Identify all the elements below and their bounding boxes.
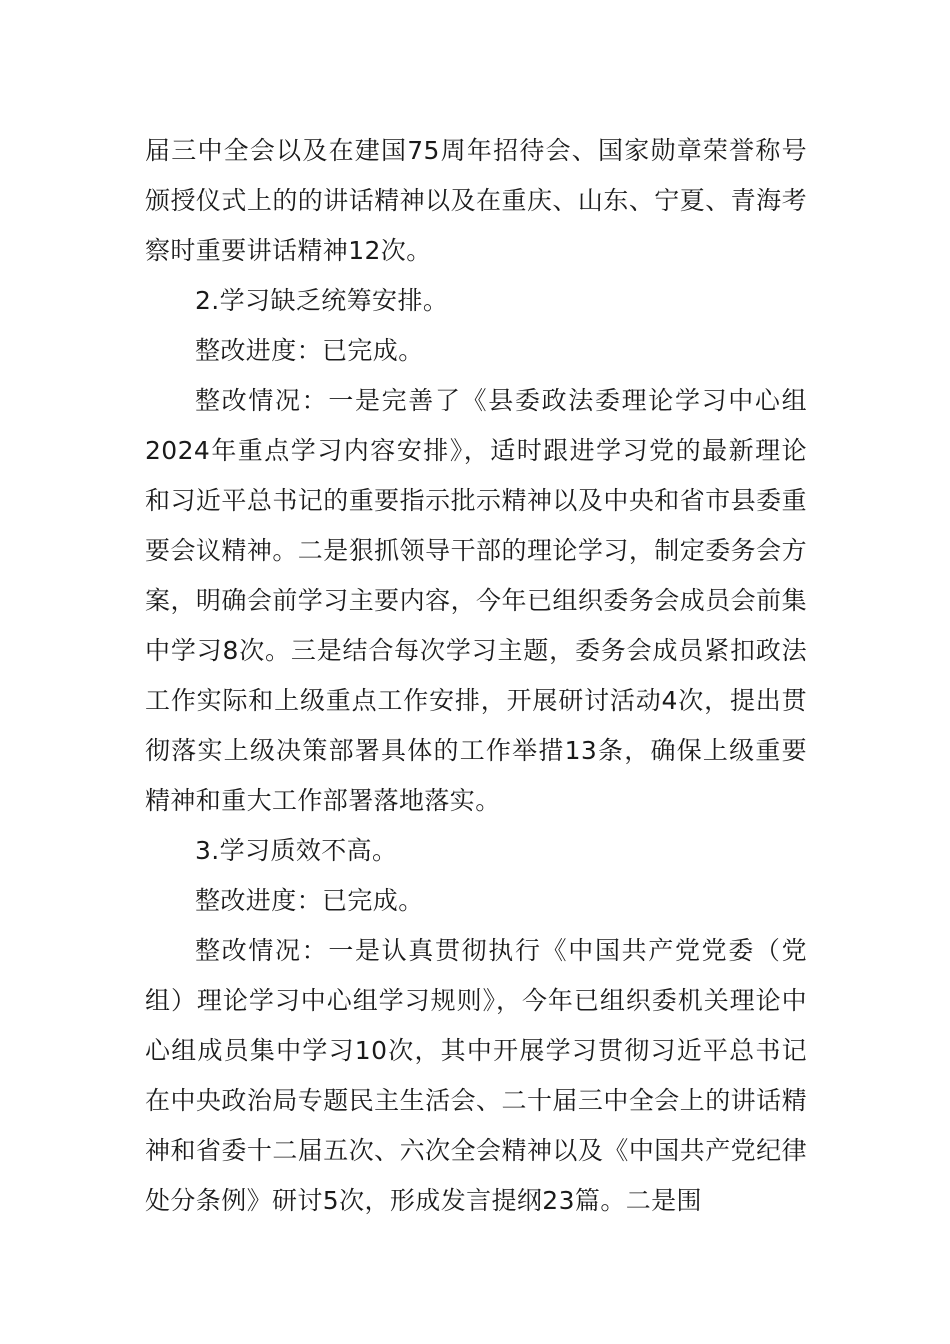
document-body — [145, 126, 807, 1226]
paragraph-item-3-heading: 3.学习质效不高。 — [195, 836, 398, 865]
paragraph-item-2-progress: 整改进度：已完成。 — [195, 336, 424, 365]
paragraph-item-2-details: 整改情况：一是完善了《县委政法委理论学习中心组2024年重点学习内容安排》，适时跟进学习党的最新理论和习近平总书记的重要指示批示精神以及中央和省市县委重要会议精神。二是狠抓领导干部的理论学习，制定委务会方案，明确会前学习主要内容，今年已组织委务会成员会前集中学习8次。三是结合每次学习主题，委务会成员紧扣政法工作实际和上级重点工作安排，开展研讨活动4次，提出贯彻落实上级决策部署具体的工作举措13条，确保上级重要精神和重大工作部署落地落实。 — [145, 386, 807, 815]
paragraph-item-3-progress: 整改进度：已完成。 — [195, 886, 424, 915]
paragraph-continuation: 届三中全会以及在建国75周年招待会、国家勋章荣誉称号颁授仪式上的的讲话精神以及在重庆、山东、宁夏、青海考察时重要讲话精神12次。 — [145, 136, 807, 265]
paragraph-item-3-details: 整改情况：一是认真贯彻执行《中国共产党党委（党组）理论学习中心组学习规则》，今年已组织委机关理论中心组成员集中学习10次，其中开展学习贯彻习近平总书记在中央政治局专题民主生活会、二十届三中全会上的讲话精神和省委十二届五次、六次全会精神以及《中国共产党纪律处分条例》研讨5次，形成发言提纲23篇。二是围 — [145, 936, 807, 1215]
paragraph-item-2-heading: 2.学习缺乏统筹安排。 — [195, 286, 449, 315]
